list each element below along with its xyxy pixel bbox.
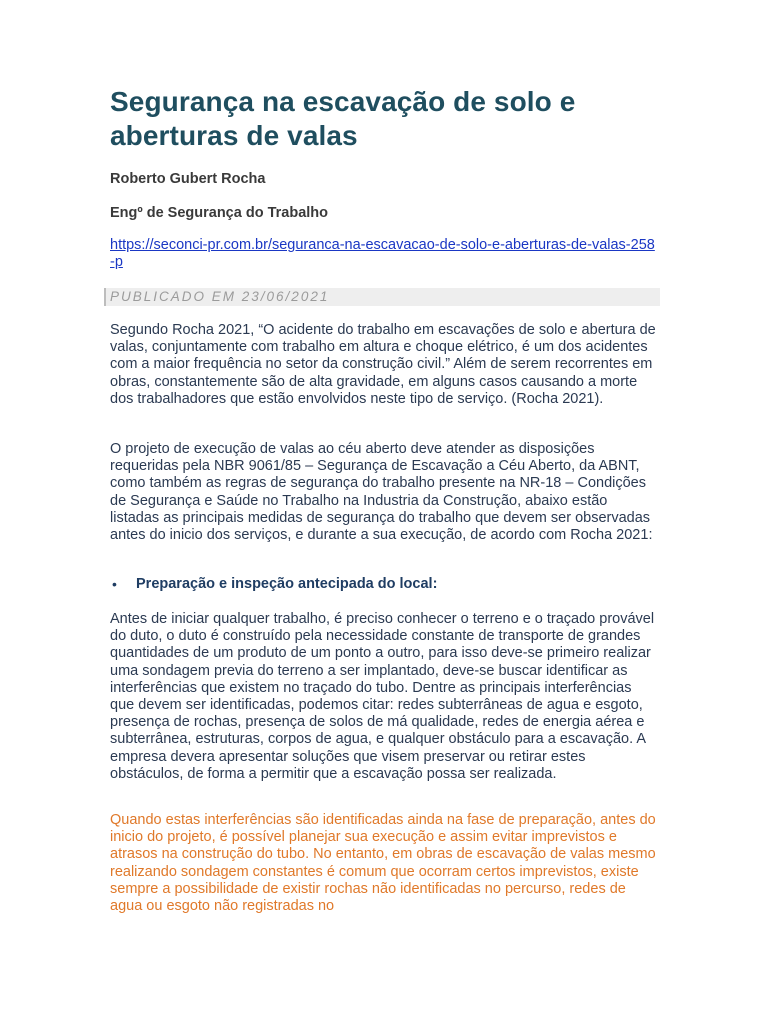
article-author: Roberto Gubert Rocha: [110, 171, 266, 187]
paragraph-standards: O projeto de execução de valas ao céu aberto deve atender as disposições requeridas pela NBR 9061/85 – Segurança de Escavação a Céu Aberto, da ABNT, como também as regras de segurança do trabalho presente na NR-18 – Condições de Segurança e Saúde no Trabalho na Industria da Construção, abaixo estão listadas as principais medidas de segurança do trabalho que devem ser observadas antes do inicio dos serviços, e durante a sua execução, de acordo com Rocha 2021:: [110, 441, 653, 544]
article-title: Segurança na escavação de solo e aberturas de valas: [110, 86, 576, 151]
paragraph-interferences: Quando estas interferências são identificadas ainda na fase de preparação, antes do inicio do projeto, é possível planejar sua execução e assim evitar imprevistos e atrasos na construção do tubo. No entanto, em obras de escavação de valas mesmo realizando sondagem constantes é comum que ocorram certos imprevistos, existe sempre a possibilidade de existir rochas não identificadas no percurso, redes de agua ou esgoto não registradas no: [110, 812, 656, 915]
paragraph-preparation: Antes de iniciar qualquer trabalho, é preciso conhecer o terreno e o traçado provável do duto, o duto é construído pela necessidade constante de transporte de grandes quantidades de um produto de um ponto a outro, para isso deve-se primeiro realizar uma sondagem previa do terreno a ser implantado, deve-se buscar identificar as interferências que existem no traçado do tubo. Dentre as principais interferências que devem ser identificadas, podemos citar: redes subterrâneas de agua e esgoto, presença de rochas, presença de solos de má qualidade, redes de energia aérea e subterrânea, estruturas, corpos de agua, e qualquer obstáculo para a escavação. A empresa devera apresentar soluções que visem preservar ou retirar estes obstáculos, de forma a permitir que a escavação possa ser realizada.: [110, 611, 655, 782]
author-role: Engº de Segurança do Trabalho: [110, 205, 329, 221]
published-date: PUBLICADO EM 23/06/2021: [110, 289, 330, 304]
list-item-label: Preparação e inspeção antecipada do local:: [136, 576, 438, 592]
published-date-bar: [104, 288, 660, 306]
source-link[interactable]: https://seconci-pr.com.br/seguranca-na-escavacao-de-solo-e-aberturas-de-valas-258-p: [110, 237, 655, 270]
bullet-icon: •: [112, 576, 117, 592]
paragraph-intro: Segundo Rocha 2021, “O acidente do trabalho em escavações de solo e abertura de valas, conjuntamente com trabalho em altura e choque elétrico, é um dos acidentes com a maior frequência no setor da construção civil.” Além de serem recorrentes em obras, constantemente são de alta gravidade, em alguns casos causando a morte dos trabalhadores que estão envolvidos neste tipo de serviço. (Rocha 2021).: [110, 322, 656, 407]
list-item: [112, 575, 438, 593]
